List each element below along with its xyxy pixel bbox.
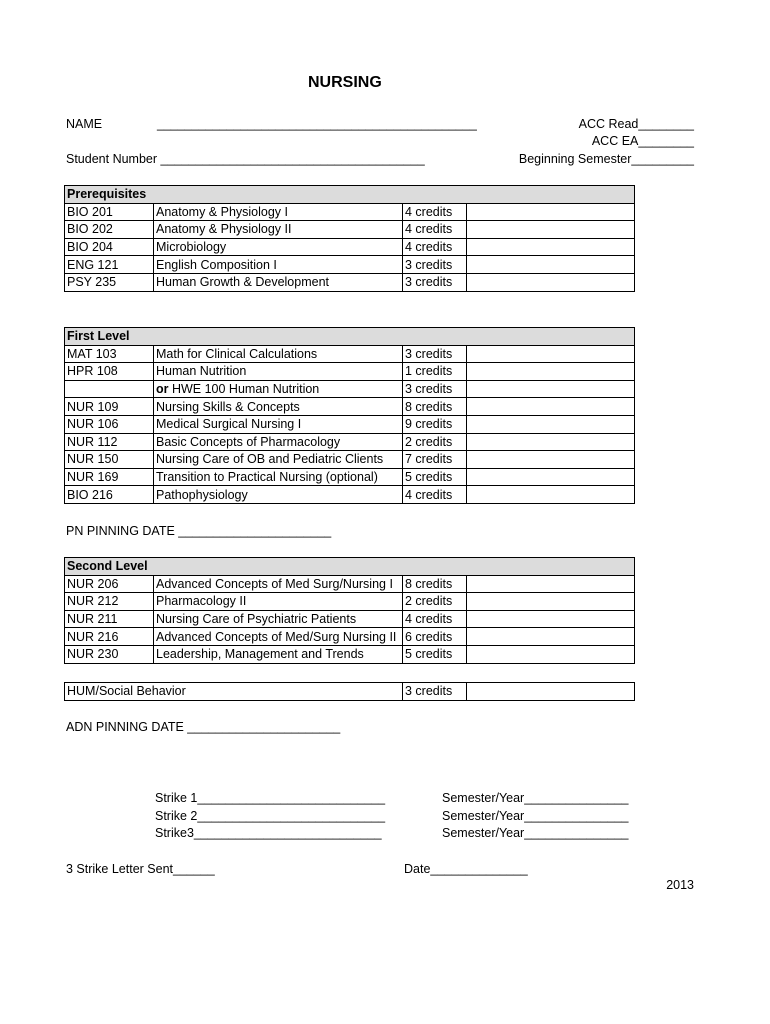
student-number-field[interactable]: Student Number ______________________________________ xyxy=(66,152,425,166)
semester-year-1-field[interactable]: Semester/Year_______________ xyxy=(442,791,629,805)
course-name: Human Nutrition xyxy=(154,363,403,381)
section-heading: Prerequisites xyxy=(65,186,635,204)
table-row xyxy=(65,273,635,291)
table-row xyxy=(65,221,635,239)
second-level-table xyxy=(64,557,635,664)
table-row xyxy=(65,486,635,504)
name-label: NAME xyxy=(66,117,103,131)
year-label: 2013 xyxy=(666,878,694,892)
course-credits: 1 credits xyxy=(403,363,467,381)
hum-table xyxy=(64,682,635,701)
course-name: Leadership, Management and Trends xyxy=(154,645,403,663)
course-code: BIO 202 xyxy=(65,221,154,239)
table-row xyxy=(65,345,635,363)
course-name: Basic Concepts of Pharmacology xyxy=(154,433,403,451)
table-row xyxy=(65,628,635,646)
or-label: or xyxy=(156,382,169,397)
grade-cell[interactable] xyxy=(467,415,635,433)
pn-pinning-date-field[interactable]: PN PINNING DATE ______________________ xyxy=(66,524,332,538)
course-code: NUR 212 xyxy=(65,593,154,611)
grade-cell[interactable] xyxy=(467,468,635,486)
grade-cell[interactable] xyxy=(467,398,635,416)
course-code: HPR 108 xyxy=(65,363,154,381)
date-field[interactable]: Date______________ xyxy=(404,862,528,876)
grade-cell[interactable] xyxy=(467,645,635,663)
grade-cell[interactable] xyxy=(467,273,635,291)
table-row xyxy=(65,363,635,381)
course-credits: 6 credits xyxy=(403,628,467,646)
table-row xyxy=(65,451,635,469)
course-credits: 4 credits xyxy=(403,203,467,221)
course-credits: 5 credits xyxy=(403,645,467,663)
section-heading: Second Level xyxy=(65,558,635,576)
course-name: Anatomy & Physiology II xyxy=(154,221,403,239)
grade-cell[interactable] xyxy=(467,486,635,504)
grade-cell[interactable] xyxy=(467,433,635,451)
strike-1-field[interactable]: Strike 1___________________________ xyxy=(155,791,386,805)
course-credits: 2 credits xyxy=(403,593,467,611)
grade-cell[interactable] xyxy=(467,345,635,363)
course-credits: 7 credits xyxy=(403,451,467,469)
grade-cell[interactable] xyxy=(467,363,635,381)
section-heading: First Level xyxy=(65,328,635,346)
course-code: NUR 230 xyxy=(65,645,154,663)
course-name: Anatomy & Physiology I xyxy=(154,203,403,221)
course-name xyxy=(154,380,403,398)
table-row xyxy=(65,433,635,451)
course-credits: 8 credits xyxy=(403,575,467,593)
course-code: NUR 211 xyxy=(65,610,154,628)
semester-year-2-field[interactable]: Semester/Year_______________ xyxy=(442,809,629,823)
course-code: NUR 206 xyxy=(65,575,154,593)
grade-cell[interactable] xyxy=(467,451,635,469)
course-code: NUR 216 xyxy=(65,628,154,646)
table-row xyxy=(65,415,635,433)
course-credits: 9 credits xyxy=(403,415,467,433)
grade-cell[interactable] xyxy=(467,610,635,628)
course-name: Math for Clinical Calculations xyxy=(154,345,403,363)
first-level-table xyxy=(64,327,635,504)
course-code: NUR 109 xyxy=(65,398,154,416)
grade-cell[interactable] xyxy=(467,221,635,239)
grade-cell[interactable] xyxy=(467,203,635,221)
grade-cell[interactable] xyxy=(467,380,635,398)
course-code: BIO 204 xyxy=(65,238,154,256)
strike-letter-sent-field[interactable]: 3 Strike Letter Sent______ xyxy=(66,862,215,876)
table-row xyxy=(65,380,635,398)
course-code: MAT 103 xyxy=(65,345,154,363)
grade-cell[interactable] xyxy=(467,238,635,256)
course-code: BIO 201 xyxy=(65,203,154,221)
course-name: Nursing Skills & Concepts xyxy=(154,398,403,416)
course-credits: 8 credits xyxy=(403,398,467,416)
name-field[interactable]: ______________________________________________ xyxy=(157,117,477,131)
table-row xyxy=(65,610,635,628)
page-title: NURSING xyxy=(308,74,382,91)
course-credits: 4 credits xyxy=(403,610,467,628)
course-name: Advanced Concepts of Med Surg/Nursing I xyxy=(154,575,403,593)
course-credits: 3 credits xyxy=(403,345,467,363)
beginning-semester-field[interactable]: Beginning Semester_________ xyxy=(518,152,694,166)
course-code: NUR 106 xyxy=(65,415,154,433)
course-name: Human Growth & Development xyxy=(154,273,403,291)
course-code: NUR 169 xyxy=(65,468,154,486)
table-row xyxy=(65,203,635,221)
table-row xyxy=(65,398,635,416)
course-credits: 3 credits xyxy=(403,273,467,291)
table-header-row xyxy=(65,186,635,204)
course-credits: 3 credits xyxy=(403,683,467,701)
table-row xyxy=(65,575,635,593)
course-name: HUM/Social Behavior xyxy=(65,683,403,701)
table-row xyxy=(65,645,635,663)
strike-2-field[interactable]: Strike 2___________________________ xyxy=(155,809,386,823)
course-code xyxy=(65,380,154,398)
table-row xyxy=(65,256,635,274)
course-name: Microbiology xyxy=(154,238,403,256)
adn-pinning-date-field[interactable]: ADN PINNING DATE ______________________ xyxy=(66,720,341,734)
course-name: Nursing Care of OB and Pediatric Clients xyxy=(154,451,403,469)
course-name: Pathophysiology xyxy=(154,486,403,504)
course-name: Advanced Concepts of Med/Surg Nursing II xyxy=(154,628,403,646)
strike-3-field[interactable]: Strike3___________________________ xyxy=(155,826,382,840)
table-row xyxy=(65,593,635,611)
grade-cell[interactable] xyxy=(467,256,635,274)
course-code: BIO 216 xyxy=(65,486,154,504)
course-name: Medical Surgical Nursing I xyxy=(154,415,403,433)
course-credits: 5 credits xyxy=(403,468,467,486)
grade-cell[interactable] xyxy=(467,683,635,701)
grade-cell[interactable] xyxy=(467,593,635,611)
course-name: Pharmacology II xyxy=(154,593,403,611)
course-code: NUR 150 xyxy=(65,451,154,469)
grade-cell[interactable] xyxy=(467,628,635,646)
course-name: English Composition I xyxy=(154,256,403,274)
table-header-row xyxy=(65,558,635,576)
course-name-text: HWE 100 Human Nutrition xyxy=(168,382,320,397)
table-row xyxy=(65,468,635,486)
course-credits: 3 credits xyxy=(403,380,467,398)
course-credits: 4 credits xyxy=(403,486,467,504)
prerequisites-table xyxy=(64,185,635,292)
table-row xyxy=(65,238,635,256)
course-credits: 2 credits xyxy=(403,433,467,451)
table-row xyxy=(65,683,635,701)
course-credits: 4 credits xyxy=(403,221,467,239)
course-code: PSY 235 xyxy=(65,273,154,291)
grade-cell[interactable] xyxy=(467,575,635,593)
course-code: NUR 112 xyxy=(65,433,154,451)
semester-year-3-field[interactable]: Semester/Year_______________ xyxy=(442,826,629,840)
course-name: Transition to Practical Nursing (optional) xyxy=(154,468,403,486)
acc-read-field[interactable]: ACC Read________ xyxy=(578,117,694,131)
acc-ea-field[interactable]: ACC EA________ xyxy=(591,134,694,148)
course-name: Nursing Care of Psychiatric Patients xyxy=(154,610,403,628)
table-header-row xyxy=(65,328,635,346)
course-credits: 3 credits xyxy=(403,256,467,274)
course-code: ENG 121 xyxy=(65,256,154,274)
course-credits: 4 credits xyxy=(403,238,467,256)
